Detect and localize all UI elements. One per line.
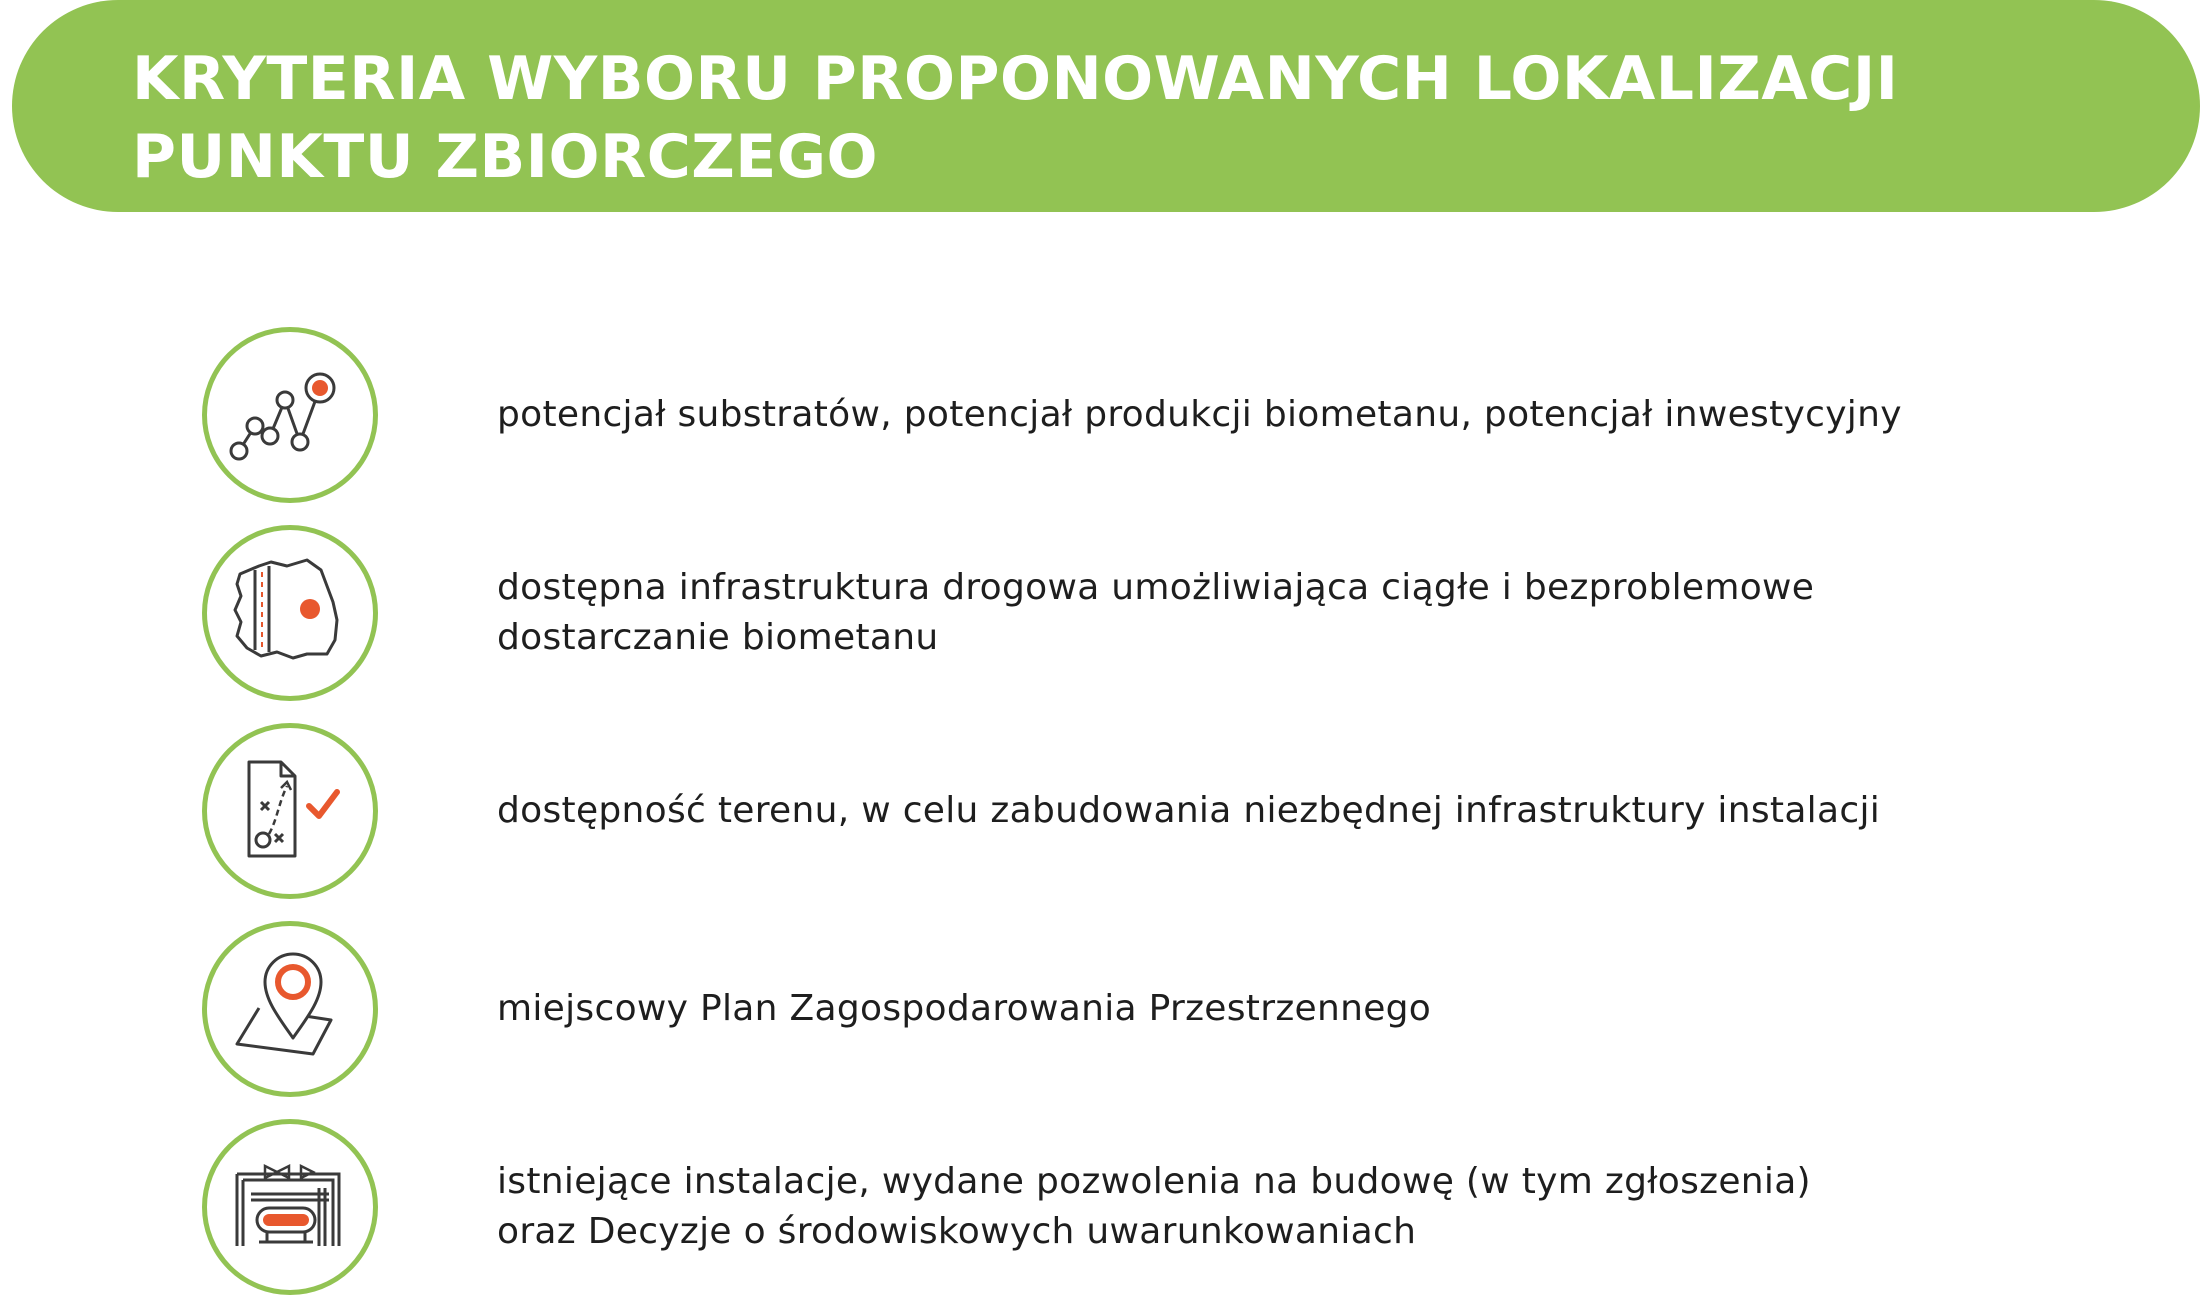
icon-circle bbox=[202, 327, 378, 503]
criterion-text bbox=[497, 1157, 2137, 1257]
criterion-text-line: istniejące instalacje, wydane pozwolenia na budowę (w tym zgłoszenia) bbox=[497, 1161, 1811, 1202]
poland-map-road-icon bbox=[207, 530, 373, 696]
page-title bbox=[132, 40, 2200, 196]
criterion-text bbox=[497, 390, 2137, 440]
icon-circle bbox=[202, 525, 378, 701]
page-title-line-1: KRYTERIA WYBORU PROPONOWANYCH LOKALIZACJI bbox=[132, 44, 1899, 114]
criterion-text bbox=[497, 786, 2137, 836]
criterion-text-line: dostępność terenu, w celu zabudowania niezbędnej infrastruktury instalacji bbox=[497, 790, 1881, 831]
line-chart-icon bbox=[207, 332, 373, 498]
map-pin-icon bbox=[207, 926, 373, 1092]
criterion-item-land-availability bbox=[0, 723, 2201, 899]
criterion-item-spatial-plan bbox=[0, 921, 2201, 1097]
criterion-text bbox=[497, 563, 2137, 663]
icon-circle bbox=[202, 723, 378, 899]
icon-circle bbox=[202, 921, 378, 1097]
title-banner bbox=[12, 0, 2200, 212]
criterion-item-substrate-potential bbox=[0, 327, 2201, 503]
criterion-text-line: oraz Decyzje o środowiskowych uwarunkowaniach bbox=[497, 1211, 1417, 1252]
page-title-line-2: PUNKTU ZBIORCZEGO bbox=[132, 122, 878, 192]
pipeline-installation-icon bbox=[207, 1124, 373, 1290]
icon-circle bbox=[202, 1119, 378, 1295]
criterion-text-line: dostarczanie biometanu bbox=[497, 617, 939, 658]
criterion-text-line: dostępna infrastruktura drogowa umożliwiająca ciągłe i bezproblemowe bbox=[497, 567, 1815, 608]
criterion-item-existing-installations bbox=[0, 1119, 2201, 1295]
criterion-text-line: miejscowy Plan Zagospodarowania Przestrzennego bbox=[497, 988, 1432, 1029]
plan-checkmark-icon bbox=[207, 728, 373, 894]
criterion-item-road-infrastructure bbox=[0, 525, 2201, 701]
criterion-text bbox=[497, 984, 2137, 1034]
criterion-text-line: potencjał substratów, potencjał produkcji biometanu, potencjał inwestycyjny bbox=[497, 394, 1902, 435]
